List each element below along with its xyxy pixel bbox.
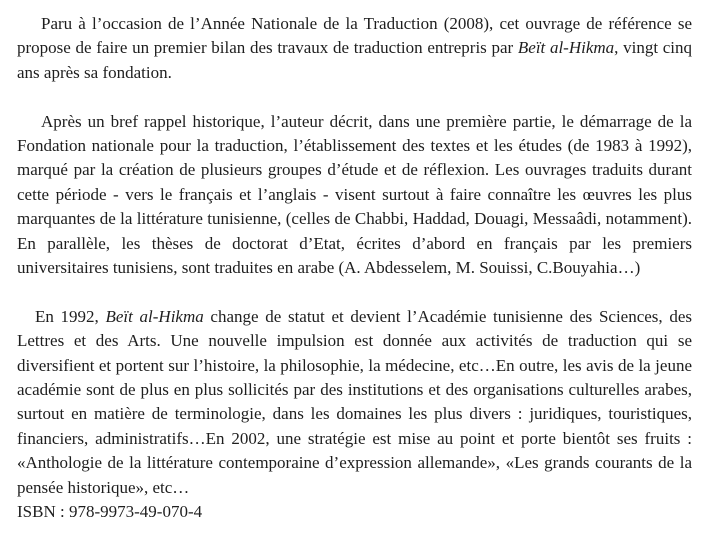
institution-name: Beït al-Hikma xyxy=(517,38,615,58)
paragraph-intro-text-end: , vingt cinq ans après sa fondation. xyxy=(17,38,693,82)
isbn-line: ISBN : 978-9973-49-070-4 xyxy=(17,502,203,522)
paragraph-spacer xyxy=(17,280,692,304)
document-body xyxy=(17,12,692,525)
paragraph-academy-text-end: change de statut et devient l’Académie tunisienne des Sciences, des Lettres et des Arts. Une nouvelle impulsion est donnée aux activités de traduction qui se diversifient et portent sur l’histoire, la philosophie, la médecine, etc…En outre, les avis de la jeune académie sont de plus en plus sollicités par des institutions et des organisations culturelles arabes, surtout en matière de terminologie, dans les domaines les plus divers : juridiques, touristiques, financiers, administratifs…En 2002, une stratégie est mise au point et porte bientôt ses fruits : «Anthologie de la littérature contemporaine d’expression allemande», «Les grands courants de la pensée historique», etc… xyxy=(17,306,692,497)
paragraph-spacer xyxy=(17,85,692,109)
institution-name: Beït al-Hikma xyxy=(105,306,204,326)
paragraph-intro-text-start: Paru à l’occasion de l’Année Nationale de la Traduction (2008), cet ouvrage de référence se propose de faire un premier bilan des travaux de traduction entrepris par xyxy=(17,14,692,58)
paragraph-academy-text-start: En 1992, xyxy=(35,306,106,326)
paragraph-intro xyxy=(17,12,692,85)
paragraph-academy xyxy=(17,305,692,500)
paragraph-history: Après un bref rappel historique, l’auteur décrit, dans une première partie, le démarrage de la Fondation nationale pour la traduction, l’établissement des textes et les études (de 1983 à 1992), marqué par la création de plusieurs groupes d’étude et de réflexion. Les ouvrages traduits durant cette période - vers le français et l’anglais - visent surtout à faire connaître les œuvres les plus marquantes de la littérature tunisienne, (celles de Chabbi, Haddad, Douagi, Messaâdi, notamment). En parallèle, les thèses de doctorat d’Etat, écrites d’abord en français par les premiers universitaires tunisiens, sont traduites en arabe (A. Abdesselem, M. Souissi, C.Bouyahia…) xyxy=(17,111,692,278)
